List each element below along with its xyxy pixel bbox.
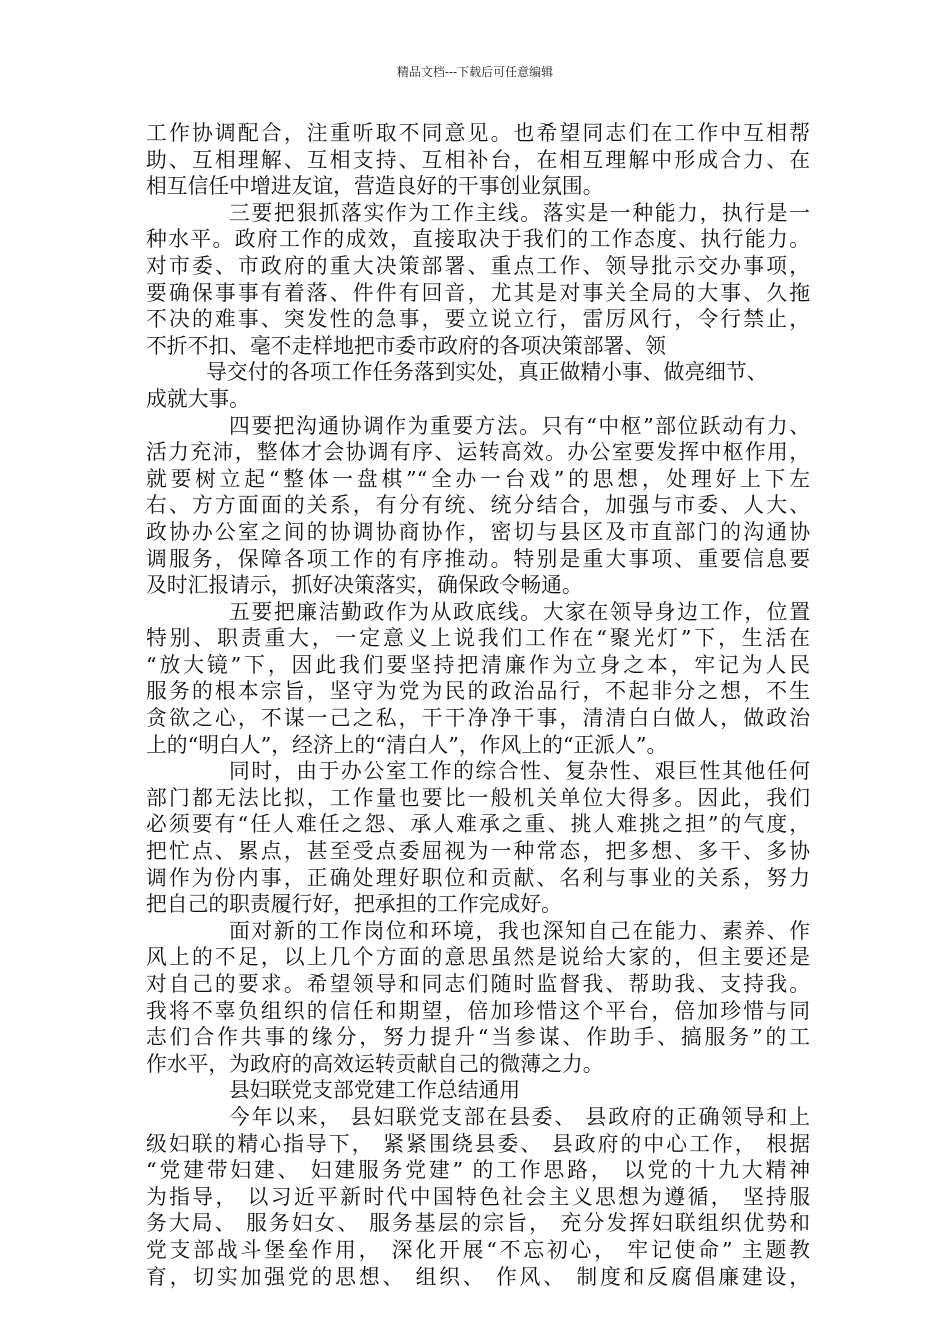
text-line: 不折不扣、毫不走样地把市委市政府的各项决策部署、领: [146, 333, 666, 358]
text-line: 为指导， 以习近平新时代中国特色社会主义思想为遵循， 坚持服: [146, 1184, 810, 1209]
text-line: 政协办公室之间的协调协商协作，密切与县区及市直部门的沟通协: [146, 519, 810, 544]
text-line: 导交付的各项工作任务落到实处，真正做精小事、做亮细节、: [206, 360, 768, 385]
section-title: 县妇联党支部党建工作总结通用: [229, 1078, 521, 1103]
text-line: “党建带妇建、 妇建服务党建” 的工作思路， 以党的十九大精神: [146, 1158, 810, 1183]
text-line: 风上的不足，以上几个方面的意思虽然是说给大家的，但主要还是: [146, 945, 810, 970]
text-line: 对市委、市政府的重大决策部署、重点工作、领导批示交办事项，: [146, 253, 810, 278]
text-line: “放大镜”下，因此我们要坚持把清廉作为立身之本，牢记为人民: [146, 652, 810, 677]
text-line: 成就大事。: [146, 386, 250, 411]
text-line: 特别、职责重大，一定意义上说我们工作在“聚光灯”下，生活在: [146, 626, 810, 651]
text-line: 部门都无法比拟，工作量也要比一般机关单位大得多。因此，我们: [146, 785, 810, 810]
text-line: 把忙点、累点，甚至受点委屈视为一种常态，把多想、多干、多协: [146, 839, 810, 864]
text-line: 助、互相理解、互相支持、互相补台，在相互理解中形成合力、在: [146, 147, 810, 172]
text-line: 调作为份内事，正确处理好职位和贡献、名利与事业的关系，努力: [146, 865, 810, 890]
text-line: 必须要有“任人难任之怨、承人难承之重、挑人难挑之担”的气度，: [146, 812, 810, 837]
text-line: 调服务，保障各项工作的有序推动。特别是重大事项、重要信息要: [146, 546, 810, 571]
text-line: 工作协调配合，注重听取不同意见。也希望同志们在工作中互相帮: [146, 121, 810, 145]
text-line: 相互信任中增进友谊，营造良好的干事创业氛围。: [146, 174, 604, 199]
text-line: 种水平。政府工作的成效，直接取决于我们的工作态度、执行能力。: [146, 227, 810, 252]
text-line: 要确保事事有着落、件件有回音，尤其是对事关全局的大事、久拖: [146, 280, 810, 305]
text-line: 对自己的要求。希望领导和同志们随时监督我、帮助我、支持我。: [146, 972, 810, 996]
text-line: 育，切实加强党的思想、 组织、 作风、 制度和反腐倡廉建设，: [146, 1264, 810, 1289]
text-line: 贪欲之心，不谋一己之私，干干净净干事，清清白白做人，做政治: [146, 706, 810, 731]
page-header: 精品文档---下载后可任意编辑: [396, 65, 554, 79]
text-line: 把自己的职责履行好，把承担的工作完成好。: [146, 892, 562, 917]
paragraph-start-line: 同时，由于办公室工作的综合性、复杂性、艰巨性其他任何: [229, 759, 810, 784]
text-line: 级妇联的精心指导下， 紧紧围绕县委、 县政府的中心工作， 根据: [146, 1131, 810, 1156]
paragraph-start-line: 三要把狠抓落实作为工作主线。落实是一种能力，执行是一: [229, 200, 810, 225]
text-line: 就要树立起“整体一盘棋”“全办一台戏”的思想，处理好上下左: [146, 466, 810, 491]
text-line: 不决的难事、突发性的急事，要立说立行，雷厉风行，令行禁止，: [146, 307, 810, 332]
text-line: 志们合作共事的缘分，努力提升“当参谋、作助手、搞服务”的工: [146, 1025, 810, 1050]
text-line: 活力充沛，整体才会协调有序、运转高效。办公室要发挥中枢作用，: [146, 440, 810, 465]
text-line: 作水平，为政府的高效运转贡献自己的微薄之力。: [146, 1051, 604, 1076]
text-line: 服务的根本宗旨，坚守为党为民的政治品行，不起非分之想，不生: [146, 679, 810, 704]
text-line: 上的“明白人”，经济上的“清白人”，作风上的“正派人”。: [146, 732, 668, 757]
paragraph-start-line: 五要把廉洁勤政作为从政底线。大家在领导身边工作，位置: [229, 599, 810, 624]
document-body: [146, 120, 810, 1290]
text-line: 及时汇报请示，抓好决策落实，确保政令畅通。: [146, 573, 583, 598]
text-line: 右、方方面面的关系，有分有统、统分结合，加强与市委、人大、: [146, 493, 810, 518]
paragraph-start-line: 今年以来， 县妇联党支部在县委、 县政府的正确领导和上: [229, 1104, 810, 1129]
text-line: 务大局、 服务妇女、 服务基层的宗旨， 充分发挥妇联组织优势和: [146, 1211, 810, 1236]
paragraph-start-line: 面对新的工作岗位和环境，我也深知自己在能力、素养、作: [229, 918, 810, 943]
text-line: 党支部战斗堡垒作用， 深化开展“不忘初心， 牢记使命” 主题教: [146, 1237, 810, 1262]
paragraph-start-line: 四要把沟通协调作为重要方法。只有“中枢”部位跃动有力、: [229, 413, 810, 438]
text-line: 我将不辜负组织的信任和期望，倍加珍惜这个平台，倍加珍惜与同: [146, 998, 810, 1023]
